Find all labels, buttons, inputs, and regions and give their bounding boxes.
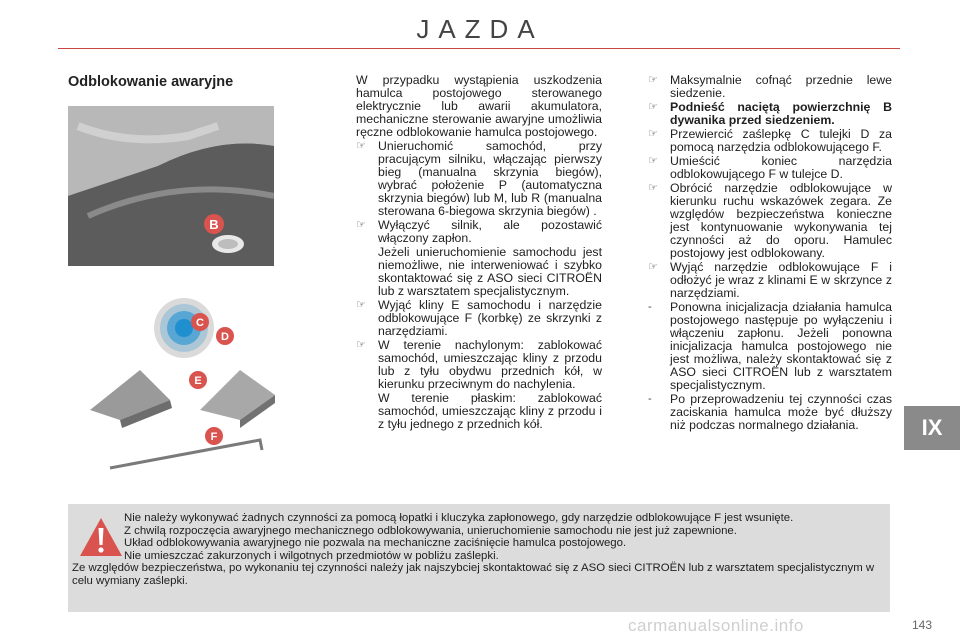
wedge-right <box>200 370 275 420</box>
label-e: E <box>194 375 202 387</box>
page-header-title: JAZDA <box>416 14 544 44</box>
warning-line: Ze względów bezpieczeństwa, po wykonaniu tej czynności należy jak najszybciej skontaktować się z ASO sieci CITROËN lub z warsztatem specjalistycznym w celu wymiany zaślepki. <box>72 562 875 587</box>
pointing-hand-icon: ☞ <box>648 182 658 194</box>
seat-illustration <box>68 106 274 266</box>
list-item: ☞ Wyjąć narzędzie odblokowujące F i odłożyć je wraz z klinami E w skrzynce z narzędziami. <box>648 260 892 300</box>
label-f: F <box>210 431 218 443</box>
pointing-hand-icon: ☞ <box>356 219 366 231</box>
right-column <box>648 74 892 433</box>
pointing-hand-icon: ☞ <box>356 339 366 351</box>
middle-column <box>356 74 602 432</box>
label-d: D <box>221 331 229 343</box>
pointing-hand-icon: ☞ <box>356 299 366 311</box>
warning-line: Z chwilą rozpoczęcia awaryjnego mechanicznego odblokowywania, unieruchomienie samochodu nie jest już zapewnione. <box>124 524 737 537</box>
label-b: B <box>209 217 219 232</box>
section-title: Odblokowanie awaryjne <box>68 74 234 90</box>
warning-line: Układ odblokowywania awaryjnego nie pozwala na mechaniczne zaciśnięcie hamulca postojowego. <box>124 537 627 550</box>
pointing-hand-icon: ☞ <box>356 140 366 152</box>
crank-tool <box>110 440 262 468</box>
warning-line: Nie umieszczać zakurzonych i wilgotnych przedmiotów w pobliżu zaślepki. <box>124 549 499 562</box>
sub-paragraph: Jeżeli unieruchomienie samochodu jest niemożliwe, nie interweniować i szybko skontaktować się z ASO sieci CITROËN lub z warsztatem specjalistycznym. <box>378 245 602 298</box>
list-item: ☞ Przewiercić zaślepkę C tulejki D za pomocą narzędzia odblokowującego F. <box>648 127 892 154</box>
pointing-hand-icon: ☞ <box>648 261 658 273</box>
list-item: ☞ Podnieść naciętą powierzchnię B dywanika przed siedzeniem. <box>648 100 892 127</box>
pointing-hand-icon: ☞ <box>648 101 658 113</box>
seat-photo <box>68 106 274 266</box>
label-c: C <box>196 317 204 329</box>
list-item: ☞ Maksymalnie cofnąć przednie lewe siedzenie. <box>648 73 892 100</box>
tools-illustration <box>80 290 280 490</box>
header-divider <box>58 48 900 49</box>
page-number: 143 <box>912 618 933 632</box>
list-item: ☞ Unieruchomić samochód, przy pracującym silniku, włączając pierwszy bieg (manualna skrzynia biegów), wybrać położenie P (automatyczna skrzynia biegów) lub M, lub R (manualna sterowana 6-biegowa skrzynia biegów) . <box>356 139 602 218</box>
warning-line: Nie należy wykonywać żadnych czynności za pomocą łopatki i kluczyka zapłonowego, gdy narzędzie odblokowujące F jest wsunięte. <box>124 512 794 524</box>
warning-box <box>68 504 890 612</box>
sub-paragraph: W terenie płaskim: zablokować samochód, umieszczając kliny z przodu i z tyłu jednego z przednich kół. <box>378 391 602 431</box>
dash-bullet: - <box>648 393 652 405</box>
intro-paragraph: W przypadku wystąpienia uszkodzenia hamulca postojowego sterowanego elektrycznie lub awarii akumulatora, mechaniczne sterowanie awaryjne umożliwia ręczne odblokowanie hamulca postojowego. <box>356 73 602 139</box>
pointing-hand-icon: ☞ <box>648 74 658 86</box>
pointing-hand-icon: ☞ <box>648 155 658 167</box>
list-item: ☞ Wyłączyć silnik, ale pozostawić włączony zapłon. <box>356 218 602 245</box>
pointing-hand-icon: ☞ <box>648 128 658 140</box>
watermark: carmanualsonline.info <box>628 616 804 635</box>
chapter-tab[interactable]: IX <box>904 406 960 450</box>
list-item: ☞ Wyjąć kliny E samochodu i narzędzie odblokowujące F (korbkę) ze skrzynki z narzędziami. <box>356 298 602 338</box>
list-item: ☞ W terenie nachylonym: zablokować samochód, umieszczając kliny z przodu lub z tyłu obydwu przednich kół, w kierunku przeciwnym do nachylenia. <box>356 338 602 391</box>
list-item: - Po przeprowadzeniu tej czynności czas zaciskania hamulca może być dłuższy niż podczas normalnego działania. <box>648 392 892 432</box>
list-item: - Ponowna inicjalizacja działania hamulca postojowego następuje po wyłączeniu i włączeniu zapłonu. Jeżeli ponowna inicjalizacja hamulca postojowego nie jest możliwa, należy skontaktować się z ASO sieci CITROËN lub z warsztatem specjalistycznym. <box>648 300 892 392</box>
list-item: ☞ Obrócić narzędzie odblokowujące w kierunku ruchu wskazówek zegara. Ze względów bezpieczeństwa konieczne jest kontynuowanie wykonywania tej czynności aż do oporu. Hamulec postojowy jest odblokowany. <box>648 181 892 260</box>
dash-bullet: - <box>648 301 652 313</box>
list-item: ☞ Umieścić koniec narzędzia odblokowującego F w tulejce D. <box>648 154 892 181</box>
